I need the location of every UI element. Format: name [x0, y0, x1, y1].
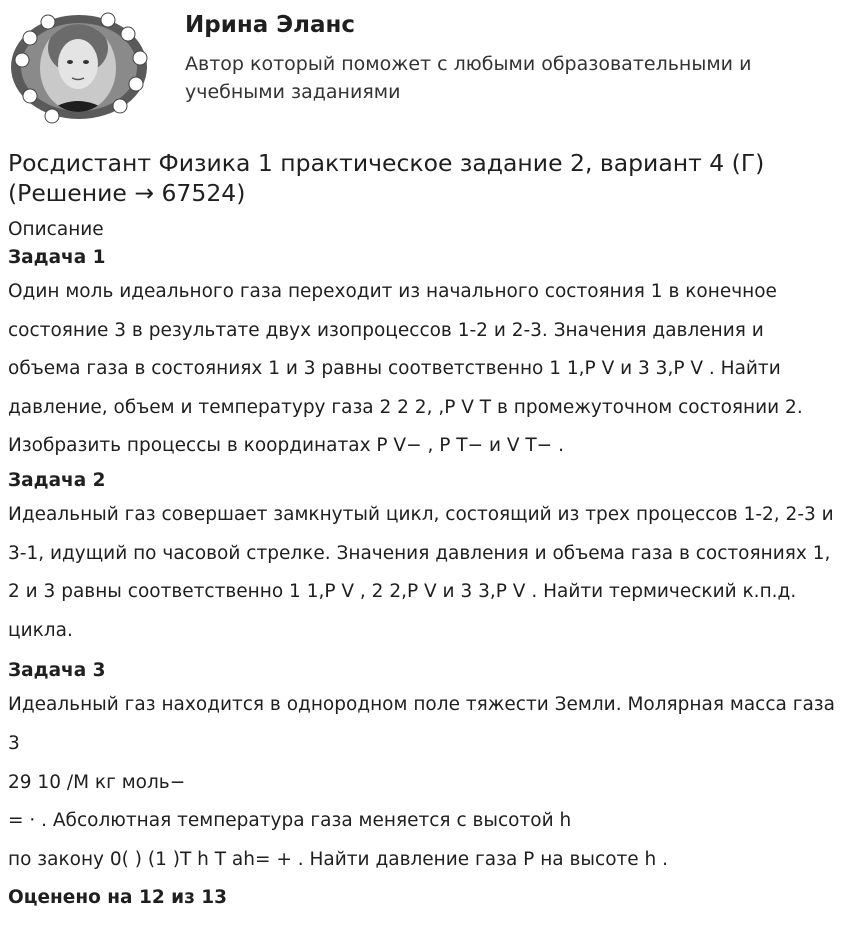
author-description: Автор который поможет с любыми образовательными и учебными заданиями [185, 53, 752, 103]
task-3-text: Идеальный газ находится в однородном поле тяжести Земли. Молярная масса газа 3 [8, 694, 835, 754]
section-label: Описание [8, 219, 104, 240]
task-3-heading: Задача 3 [8, 660, 106, 682]
description-section [8, 216, 838, 917]
avatar[interactable] [8, 8, 150, 126]
task-3-line: 29 10 /M кг моль− [8, 771, 186, 793]
author-card [0, 0, 847, 140]
task-2-text: Идеальный газ совершает замкнутый цикл, состоящий из трех процессов 1-2, 2-3 и 3-1, идущий по часовой стрелке. Значения давления и объема газа в состояниях 1, 2 и 3 равны соответственно 1 1,P V , 2 2,P V и 3 3,P V . Найти термический к.п.д. цикла. [8, 503, 834, 641]
task-1-heading: Задача 1 [8, 247, 106, 268]
task-1-text: Один моль идеального газа переходит из начального состояния 1 в конечное состояние 3 в результате двух изопроцессов 1-2 и 2-3. Значения давления и объема газа в состояниях 1 и 3 равны соответственно 1 1,P V и 3 3,P V . Найти давление, объем и температуру газа 2 2 2, ,P V T в промежуточном состоянии 2. Изобразить процессы в координатах P V− , P T− и V T− . [8, 281, 803, 457]
author-name[interactable]: Ирина Эланс [185, 12, 356, 38]
page-title: Росдистант Физика 1 практическое задание 2, вариант 4 (Г) (Решение → 67524) [8, 149, 765, 207]
rating: Оценено на 12 из 13 [8, 887, 228, 909]
task-2-heading: Задача 2 [8, 469, 106, 491]
task-3-line: по закону 0( ) (1 )T h T ah= + . Найти давление газа P на высоте h . [8, 848, 669, 870]
task-3-line: = · . Абсолютная температура газа меняется с высотой h [8, 810, 572, 832]
